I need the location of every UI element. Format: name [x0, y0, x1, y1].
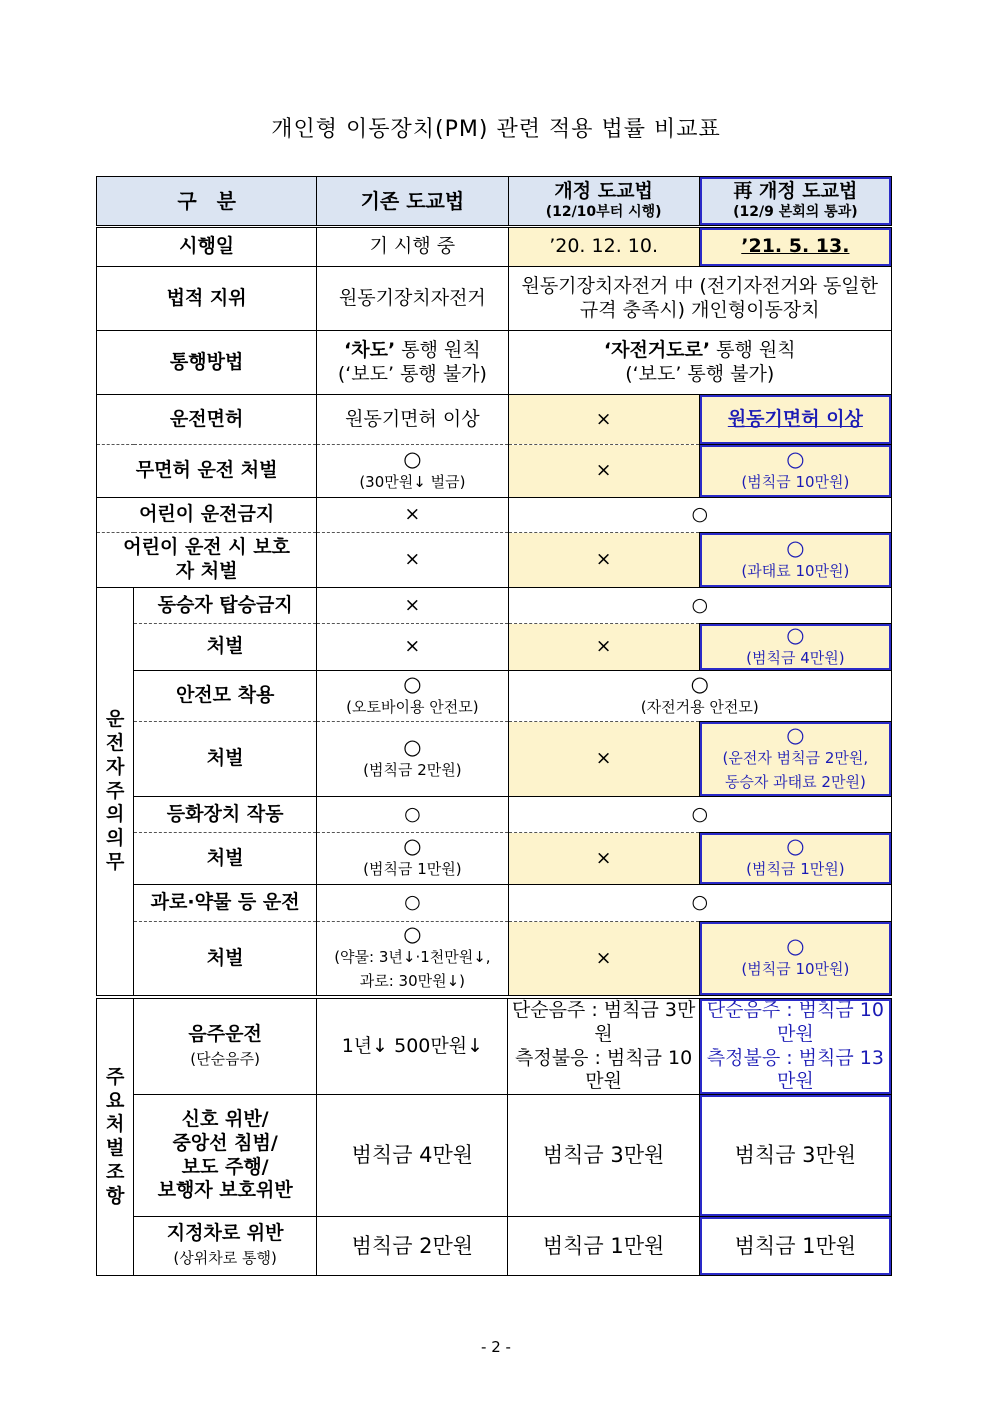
- comparison-table: [96, 176, 892, 996]
- row-label: 시행일: [97, 227, 317, 267]
- row-label: 등화장치 작동: [134, 797, 317, 833]
- header-revised-law: 개정 도교법 (12/10부터 시행): [508, 177, 699, 227]
- cell-rev: ×: [508, 395, 699, 445]
- row-signal: [97, 1095, 892, 1217]
- row-label: 어린이 운전 시 보호자 처벌: [97, 533, 317, 588]
- cell-old: ○: [317, 885, 508, 922]
- page-number: - 2 -: [481, 1338, 511, 1356]
- group-label-driver-duty: 운전자 주의의무: [97, 588, 134, 996]
- cell-merged: ○: [508, 588, 892, 624]
- cell-merged: ○: [508, 797, 892, 833]
- row-label: 통행방법: [97, 331, 317, 395]
- cell-rev: ×: [508, 533, 699, 588]
- row-label: 법적 지위: [97, 267, 317, 331]
- cell-rev: ×: [508, 624, 699, 671]
- row-passenger-ban: [97, 588, 892, 624]
- header-old-law: 기존 도교법: [317, 177, 508, 227]
- cell-old: ○ (30만원↓ 벌금): [317, 445, 508, 498]
- row-label: 어린이 운전금지: [97, 498, 317, 533]
- cell-merged: ‘자전거도로’ 통행 원칙 (‘보도’ 통행 불가): [508, 331, 892, 395]
- cell-old: 원동기면허 이상: [317, 395, 508, 445]
- cell-old: 범칙금 2만원: [317, 1217, 508, 1276]
- table-header-row: [97, 177, 892, 227]
- cell-rev: ×: [508, 722, 699, 797]
- row-label: 과로·약물 등 운전: [134, 885, 317, 922]
- row-label: 처벌: [134, 722, 317, 797]
- cell-old: ○ (범칙금 1만원): [317, 833, 508, 885]
- row-helmet-penalty: [97, 722, 892, 797]
- row-label: 처벌: [134, 833, 317, 885]
- cell-merged: ○ (자전거용 안전모): [508, 671, 892, 722]
- cell-rerev: ○ (운전자 범칙금 2만원, 동승자 과태료 2만원): [699, 722, 891, 797]
- row-light-penalty: [97, 833, 892, 885]
- cell-rerev: 범칙금 3만원: [699, 1095, 891, 1217]
- row-drunk: [97, 999, 892, 1095]
- cell-old: ○ (범칙금 2만원): [317, 722, 508, 797]
- cell-rev: 단순음주 : 범칙금 3만원 측정불응 : 범칙금 10만원: [508, 999, 699, 1095]
- cell-rev: ’20. 12. 10.: [508, 227, 699, 267]
- cell-old: ×: [317, 624, 508, 671]
- cell-old: 범칙금 4만원: [317, 1095, 508, 1217]
- cell-old: ×: [317, 588, 508, 624]
- row-label: 안전모 착용: [134, 671, 317, 722]
- header-category: 구 분: [97, 177, 317, 227]
- penalties-table: [96, 998, 892, 1276]
- cell-rev: 범칙금 3만원: [508, 1095, 699, 1217]
- cell-rerev: ○ (과태료 10만원): [699, 533, 891, 588]
- cell-rev: ×: [508, 922, 699, 996]
- cell-rerev: ○ (범칙금 10만원): [699, 445, 891, 498]
- row-traffic-method: [97, 331, 892, 395]
- cell-old: 기 시행 중: [317, 227, 508, 267]
- row-label: 음주운전 (단순음주): [134, 999, 317, 1095]
- cell-merged: ○: [508, 885, 892, 922]
- cell-rerev: ○ (범칙금 1만원): [699, 833, 891, 885]
- row-drug: [97, 885, 892, 922]
- row-passenger-penalty: [97, 624, 892, 671]
- group-label-penalties: 주요 처벌조항: [97, 999, 134, 1276]
- row-child-ban: [97, 498, 892, 533]
- cell-old: ×: [317, 533, 508, 588]
- cell-rerev: 범칙금 1만원: [699, 1217, 891, 1276]
- cell-merged: ○: [508, 498, 892, 533]
- row-legal-status: [97, 267, 892, 331]
- row-light: [97, 797, 892, 833]
- row-label: 동승자 탑승금지: [134, 588, 317, 624]
- row-label: 처벌: [134, 624, 317, 671]
- cell-rerev: ○ (범칙금 4만원): [699, 624, 891, 671]
- cell-rerev: 원동기면허 이상: [699, 395, 891, 445]
- cell-old: 원동기장치자전거: [317, 267, 508, 331]
- row-label: 신호 위반/ 중앙선 침범/ 보도 주행/ 보행자 보호위반: [134, 1095, 317, 1217]
- cell-rerev: 단순음주 : 범칙금 10만원 측정불응 : 범칙금 13만원: [699, 999, 891, 1095]
- page-title: 개인형 이동장치(PM) 관련 적용 법률 비교표: [271, 117, 721, 142]
- cell-rerev: ○ (범칙금 10만원): [699, 922, 891, 996]
- row-label: 처벌: [134, 922, 317, 996]
- header-rerevised-law: 再 개정 도교법 (12/9 본회의 통과): [699, 177, 891, 227]
- cell-old: ○ (약물: 3년↓·1천만원↓, 과로: 30만원↓): [317, 922, 508, 996]
- row-drug-penalty: [97, 922, 892, 996]
- cell-old: 1년↓ 500만원↓: [317, 999, 508, 1095]
- row-helmet: [97, 671, 892, 722]
- row-effective-date: [97, 227, 892, 267]
- cell-merged: 원동기장치자전거 中 (전기자전거와 동일한 규격 충족시) 개인형이동장치: [508, 267, 892, 331]
- row-license: [97, 395, 892, 445]
- row-label: 지정차로 위반 (상위차로 통행): [134, 1217, 317, 1276]
- cell-rerev: ’21. 5. 13.: [699, 227, 891, 267]
- cell-old: ‘차도’ 통행 원칙 (‘보도’ 통행 불가): [317, 331, 508, 395]
- row-lane: [97, 1217, 892, 1276]
- cell-rev: ×: [508, 833, 699, 885]
- row-label: 무면허 운전 처벌: [97, 445, 317, 498]
- cell-old: ×: [317, 498, 508, 533]
- row-label: 운전면허: [97, 395, 317, 445]
- row-child-guardian: [97, 533, 892, 588]
- cell-old: ○ (오토바이용 안전모): [317, 671, 508, 722]
- cell-rev: ×: [508, 445, 699, 498]
- cell-rev: 범칙금 1만원: [508, 1217, 699, 1276]
- cell-old: ○: [317, 797, 508, 833]
- row-nolicense-penalty: [97, 445, 892, 498]
